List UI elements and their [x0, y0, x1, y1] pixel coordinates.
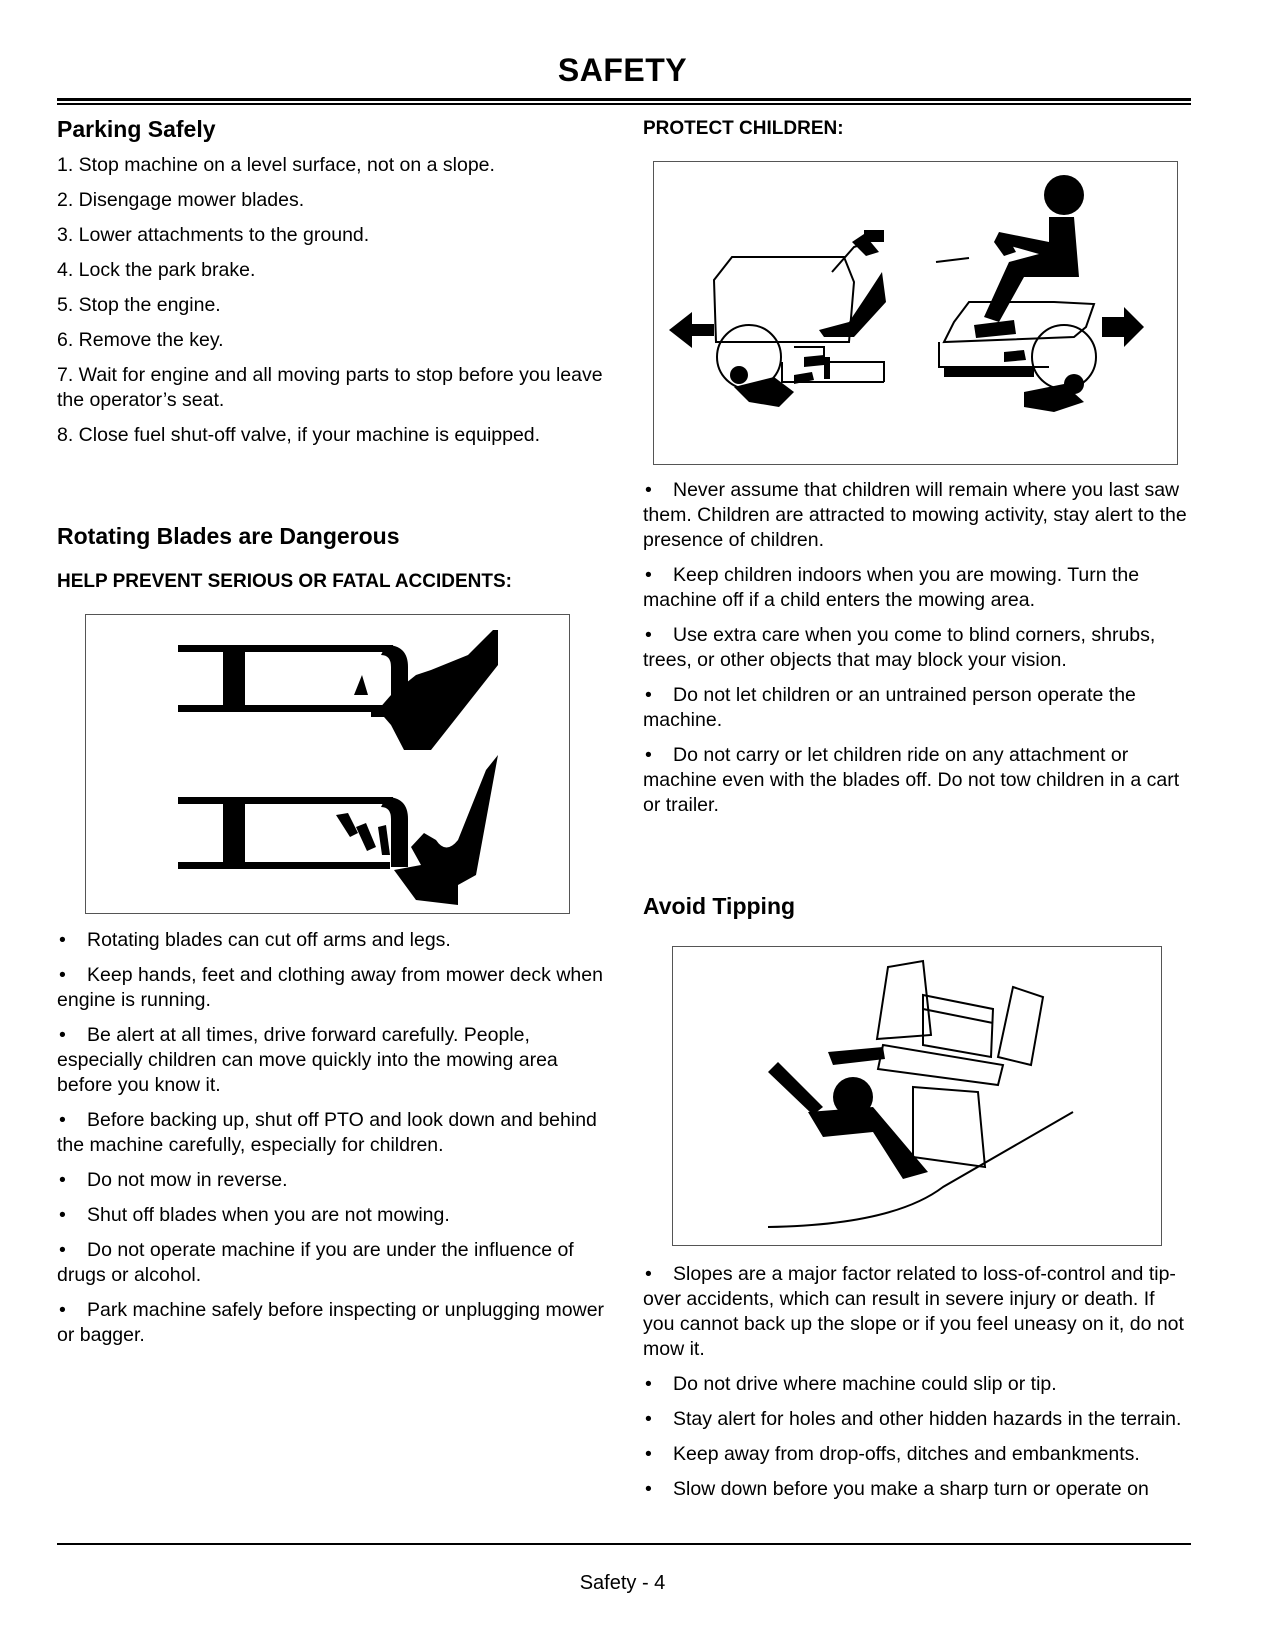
list-item: 3. Lower attachments to the ground.	[57, 224, 370, 246]
list-item: • Keep hands, feet and clothing away from mower deck when engine is running.	[57, 964, 603, 1011]
list-item: • Do not let children or an untrained person operate the machine.	[643, 684, 1136, 731]
list-item: • Before backing up, shut off PTO and look down and behind the machine carefully, especially for children.	[57, 1109, 597, 1156]
blades-subheading: HELP PREVENT SERIOUS OR FATAL ACCIDENTS:	[57, 571, 512, 592]
list-item: • Keep away from drop-offs, ditches and embankments.	[645, 1443, 1140, 1465]
page-footer: Safety - 4	[579, 1572, 666, 1594]
children-subheading: PROTECT CHILDREN:	[643, 118, 844, 139]
parking-steps	[57, 153, 605, 458]
list-item: • Do not carry or let children ride on any attachment or machine even with the blades off. Do not tow children in a cart or trailer.	[643, 744, 1180, 816]
header-rule-bottom	[57, 103, 1191, 105]
list-item: • Do not mow in reverse.	[59, 1169, 288, 1191]
list-item: • Use extra care when you come to blind corners, shrubs, trees, or other objects that may block your vision.	[643, 624, 1156, 671]
list-item: • Shut off blades when you are not mowing.	[59, 1204, 450, 1226]
tipping-hazard-icon	[673, 947, 1161, 1245]
blade-hazard-icon	[86, 615, 569, 913]
blades-heading: Rotating Blades are Dangerous	[57, 523, 400, 549]
blades-bullets	[57, 928, 605, 1358]
list-item: • Never assume that children will remain where you last saw them. Children are attracted to mowing activity, stay alert to the presence of children.	[643, 479, 1187, 551]
page-title: SAFETY	[557, 52, 688, 88]
protect-children-illustration	[653, 161, 1178, 465]
list-item: • Rotating blades can cut off arms and legs.	[59, 929, 451, 951]
list-item: 6. Remove the key.	[57, 329, 224, 351]
blade-hazard-illustration	[85, 614, 570, 914]
list-item: 5. Stop the engine.	[57, 294, 221, 316]
header-rule-top	[57, 98, 1191, 101]
list-item: • Slow down before you make a sharp turn or operate on	[645, 1478, 1149, 1500]
list-item: 7. Wait for engine and all moving parts to stop before you leave the operator’s seat.	[57, 364, 603, 411]
list-item: 2. Disengage mower blades.	[57, 189, 305, 211]
tipping-hazard-illustration	[672, 946, 1162, 1246]
list-item: • Slopes are a major factor related to loss-of-control and tip-over accidents, which can result in severe injury or death. If you cannot back up the slope or if you feel uneasy on it, do not mow it.	[643, 1263, 1184, 1360]
list-item: 1. Stop machine on a level surface, not on a slope.	[57, 154, 495, 176]
list-item: • Stay alert for holes and other hidden hazards in the terrain.	[645, 1408, 1182, 1430]
list-item: • Keep children indoors when you are mowing. Turn the machine off if a child enters the mowing area.	[643, 564, 1140, 611]
list-item: 8. Close fuel shut-off valve, if your machine is equipped.	[57, 424, 541, 446]
list-item: • Be alert at all times, drive forward carefully. People, especially children can move quickly into the mowing area before you know it.	[57, 1024, 558, 1096]
list-item: • Park machine safely before inspecting or unplugging mower or bagger.	[57, 1299, 605, 1346]
list-item: 4. Lock the park brake.	[57, 259, 256, 281]
tipping-heading: Avoid Tipping	[643, 893, 796, 919]
list-item: • Do not operate machine if you are under the influence of drugs or alcohol.	[57, 1239, 574, 1286]
list-item: • Do not drive where machine could slip or tip.	[645, 1373, 1057, 1395]
children-bullets	[643, 478, 1191, 828]
parking-heading: Parking Safely	[57, 116, 216, 142]
tipping-bullets	[643, 1262, 1191, 1512]
footer-rule	[57, 1543, 1191, 1545]
children-hazard-icon	[654, 162, 1177, 464]
